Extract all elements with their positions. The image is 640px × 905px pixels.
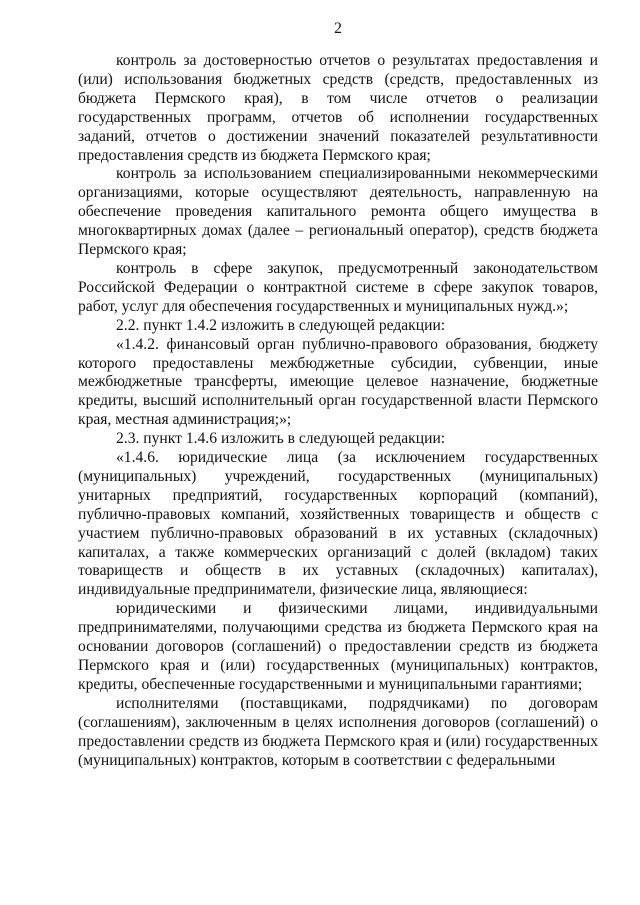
paragraph-control-regional-operator: контроль за использованием специализированными некоммерческими организациями, которые осуществляют деятельность, направленную на обеспечение проведения капитального ремонта общего имущества в многоквартирных домах (далее – региональный оператор), средств бюджета Пермского края; xyxy=(78,165,598,259)
document-body xyxy=(78,52,598,770)
paragraph-clause-1-4-2: «1.4.2. финансовый орган публично-правового образования, бюджету которого предоставлены межбюджетные субсидии, субвенции, иные межбюджетные трансферты, имеющие целевое назначение, бюджетные кредиты, высший исполнительный орган государственной власти Пермского края, местная администрация;»; xyxy=(78,335,598,429)
paragraph-item-2-2: 2.2. пункт 1.4.2 изложить в следующей редакции: xyxy=(116,316,446,334)
paragraph-contractors: исполнителями (поставщиками, подрядчиками) по договорам (соглашениям), заключенным в целях исполнения договоров (соглашений) о предоставлении средств из бюджета Пермского края и (или) государственных (муниципальных) контрактов, которым в соответствии с федеральными xyxy=(78,694,598,769)
paragraph-control-reports: контроль за достоверностью отчетов о результатах предоставления и (или) использования бюджетных средств (средств, предоставленных из бюджета Пермского края), в том числе отчетов о реализации государственных программ, отчетов об исполнении государственных заданий, отчетов о достижении значений показателей результативности предоставления средств из бюджета Пермского края; xyxy=(78,52,598,164)
paragraph-recipients: юридическими и физическими лицами, индивидуальными предпринимателями, получающими средства из бюджета Пермского края на основании договоров (соглашений) о предоставлении средств из бюджета Пермского края и (или) государственных (муниципальных) контрактов, кредиты, обеспеченные государственными и муниципальными гарантиями; xyxy=(78,600,598,693)
paragraph-control-procurement: контроль в сфере закупок, предусмотренный законодательством Российской Федерации о контрактной системе в сфере закупок товаров, работ, услуг для обеспечения государственных и муниципальных нужд.»; xyxy=(78,259,598,315)
paragraph-clause-1-4-6: «1.4.6. юридические лица (за исключением государственных (муниципальных) учреждений, государственных (муниципальных) унитарных предприятий, государственных корпораций (компаний), публично-правовых компаний, хозяйственных товариществ и обществ с участием публично-правовых образований в их уставных (складочных) капиталах, а также коммерческих организаций с долей (вкладом) таких товариществ и обществ в их уставных (складочных) капиталах), индивидуальные предприниматели, физические лица, являющиеся: xyxy=(78,449,598,599)
paragraph-item-2-3: 2.3. пункт 1.4.6 изложить в следующей редакции: xyxy=(116,430,446,448)
page-number: 2 xyxy=(334,20,342,37)
